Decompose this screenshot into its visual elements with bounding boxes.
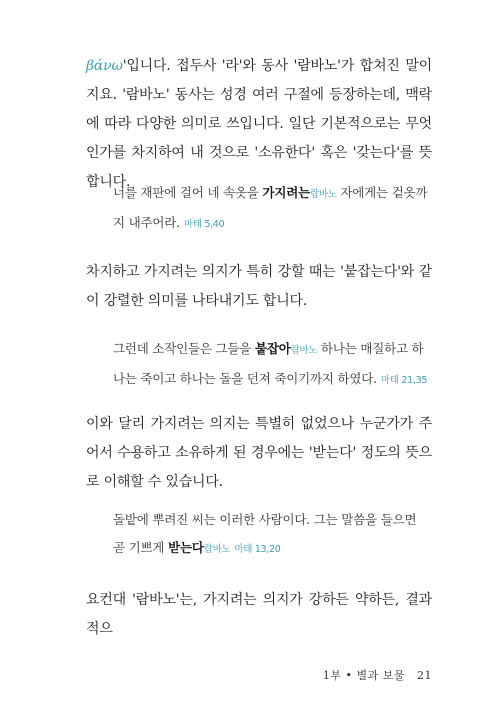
footer-part: 1부 xyxy=(322,669,342,682)
quote-1-after: 자에게는 겉옷까지 내주어라. xyxy=(113,185,428,230)
quote-3-tag: 람바노 xyxy=(203,544,231,555)
quote-3-reference: 마태 13,20 xyxy=(234,544,281,555)
greek-word: βάνω xyxy=(86,58,123,74)
footer-title: 별과 보물 xyxy=(356,669,405,682)
paragraph-4 xyxy=(86,586,432,644)
quote-1-highlight: 가지려는 xyxy=(262,185,311,200)
paragraph-2 xyxy=(86,258,432,316)
paragraph-3 xyxy=(86,410,432,497)
scripture-quote-3 xyxy=(113,506,431,564)
footer-bullet: • xyxy=(345,669,353,682)
quote-2-before: 그런데 소작인들은 그들을 xyxy=(113,341,255,356)
quote-2-after: 하나는 매질하고 하나는 죽이고 하나는 돌을 던져 죽이기까지 하였다. xyxy=(113,341,424,386)
paragraph-1-text: '입니다. 접두사 '라'와 동사 '람바노'가 합쳐진 말이지요. '람바노' 동사는 성경 여러 구절에 등장하는데, 맥락에 따라 다양한 의미로 쓰입니다. 일단 기본적으로는 무엇인가를 차지하여 내 것으로 '소유한다' 혹은 '갖는다'를 뜻합니다. xyxy=(86,58,432,190)
quote-2-highlight: 붙잡아 xyxy=(254,341,291,356)
quote-2-reference: 마태 21,35 xyxy=(380,375,428,386)
quote-1-tag: 람바노 xyxy=(310,189,337,200)
scripture-quote-2 xyxy=(113,335,431,395)
quote-3-highlight: 받는다 xyxy=(168,540,204,555)
paragraph-1 xyxy=(86,52,432,197)
quote-2-tag: 람바노 xyxy=(290,345,318,356)
paragraph-2-text: 차지하고 가지려는 의지가 특히 강할 때는 '붙잡는다'와 같이 강렬한 의미를 나타내기도 합니다. xyxy=(86,264,432,309)
quote-3-before: 돌밭에 뿌려진 씨는 이러한 사람이다. 그는 말씀을 들으면 곧 기쁘게 xyxy=(113,512,417,555)
page-number: 21 xyxy=(417,669,432,682)
quote-1-reference: 마태 5,40 xyxy=(183,219,225,230)
paragraph-4-text: 요컨대 '람바노'는, 가지려는 의지가 강하든 약하든, 결과적으 xyxy=(86,592,432,637)
quote-1-before: 너를 재판에 걸어 네 속옷을 xyxy=(113,185,263,200)
scripture-quote-1 xyxy=(113,179,431,239)
paragraph-3-text: 이와 달리 가지려는 의지는 특별히 없었으나 누군가가 주어서 수용하고 소유하게 된 경우에는 '받는다' 정도의 뜻으로 이해할 수 있습니다. xyxy=(86,416,432,490)
page-footer xyxy=(323,667,432,683)
